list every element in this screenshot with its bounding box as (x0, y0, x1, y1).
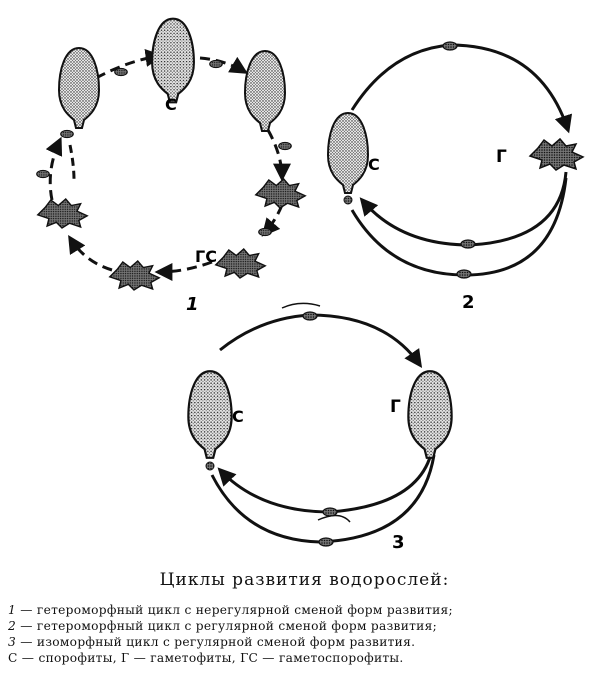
diagram-number: 3 (392, 532, 405, 553)
label-sporophyte: С (165, 95, 177, 114)
legend-text: — гетероморфный цикл с регулярной сменой форм развития; (16, 619, 437, 633)
gametophyte-icon (216, 249, 265, 278)
cycle-3-path (212, 303, 434, 542)
gametophyte-icon (530, 139, 583, 170)
diagram-number: 2 (462, 292, 475, 313)
legend-number: 2 (8, 619, 17, 633)
label-gametophyte: Г (390, 397, 401, 417)
spore-icon (344, 196, 352, 204)
legend-item (8, 602, 608, 618)
legend-text: — изоморфный цикл с регулярной сменой форм развития. (16, 635, 416, 649)
sporophyte-icon (245, 51, 285, 131)
legend-text: — гетероморфный цикл с нерегулярной сменой форм развития; (16, 603, 453, 617)
sporophyte-icon (188, 371, 231, 458)
gametophyte-icon (38, 199, 87, 228)
figure-legend (8, 602, 608, 666)
cycle-2-path (352, 45, 568, 275)
gametophyte-icon (256, 179, 305, 208)
zygote-icon (457, 270, 471, 278)
zygote-icon (37, 170, 50, 177)
sporophyte-icon (59, 48, 99, 128)
legend-number: 1 (8, 603, 17, 617)
legend-abbreviations: С — спорофиты, Г — гаметофиты, ГС — гаметоспорофиты. (8, 651, 404, 665)
label-gametophyte: Г (496, 147, 507, 167)
zygote-icon (303, 312, 317, 320)
label-sporophyte: С (368, 155, 380, 174)
zygote-icon (61, 130, 74, 137)
legend-number: 3 (8, 635, 17, 649)
zygote-icon (319, 538, 333, 546)
label-gametosporophyte: ГС (195, 247, 217, 266)
spore-icon (206, 462, 214, 470)
zygote-icon (279, 142, 292, 149)
legend-item (8, 634, 608, 650)
zygote-icon (461, 240, 475, 248)
label-sporophyte: С (232, 407, 244, 426)
diagram-1 (37, 19, 306, 315)
figure-title: Циклы развития водорослей: (159, 570, 450, 590)
diagram-3 (188, 303, 451, 553)
sporophyte-icon (328, 113, 368, 193)
diagram-number: 1 (186, 294, 199, 315)
zygote-icon (259, 228, 272, 235)
zygote-icon (210, 60, 223, 67)
zygote-icon (115, 68, 128, 75)
diagram-2 (328, 42, 583, 313)
legend-item (8, 618, 608, 634)
gametophyte-icon (408, 371, 451, 458)
zygote-icon (323, 508, 337, 516)
gametophyte-icon (110, 261, 159, 290)
sporophyte-icon (152, 19, 194, 103)
zygote-icon (443, 42, 457, 50)
